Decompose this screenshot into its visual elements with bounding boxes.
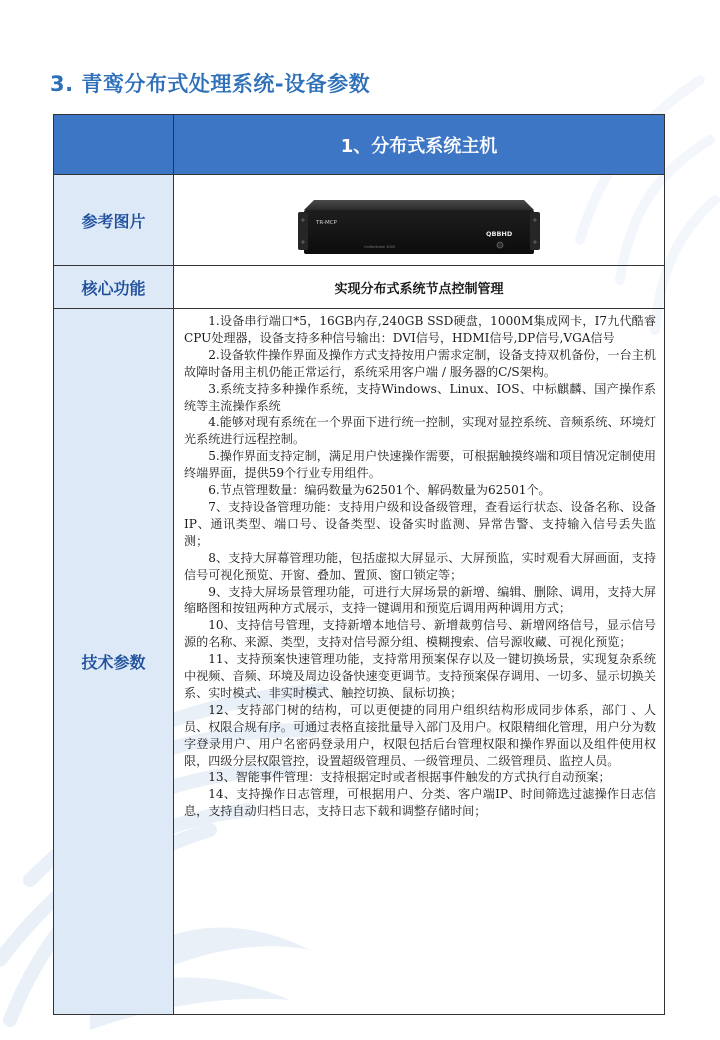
tech-param-item: 8、支持大屏幕管理功能，包括虚拟大屏显示、大屏预监，实时观看大屏画面，支持信号可视化预览、开窗、叠加、置顶、窗口锁定等； [184,550,656,582]
tech-param-item: 9、支持大屏场景管理功能，可进行大屏场景的新增、编辑、删除、调用，支持大屏缩略图和按钮两种方式展示，支持一键调用和预览后调用两种调用方式； [184,584,656,616]
header-empty-cell [54,115,174,175]
function-text: 实现分布式系统节点控制管理 [174,266,665,309]
rack-server-image [294,180,544,260]
image-row-label: 参考图片 [54,175,174,266]
tech-params-row [54,309,665,1015]
tech-row-label: 技术参数 [54,309,174,1015]
tech-param-item: 5.操作界面支持定制，满足用户快速操作需要，可根据触摸终端和项目情况定制使用终端界面，提供59个行业专用组件。 [184,449,656,481]
tech-param-item: 3.系统支持多种操作系统，支持Windows、Linux、IOS、中标麒麟、国产操作系统等主流操作系统 [184,381,656,413]
tech-params-cell [174,309,665,1015]
tech-param-item: 1.设备串行端口*5，16GB内存,240GB SSD硬盘，1000M集成网卡，I7九代酷睿CPU处理器，设备支持多种信号输出：DVI信号，HDMI信号,DP信号,VGA信号 [184,314,656,345]
tech-param-item: 13、智能事件管理：支持根据定时或者根据事件触发的方式执行自动预案； [208,770,611,785]
section-title: 3. 青鸾分布式处理系统-设备参数 [50,72,371,96]
function-row [54,266,665,309]
table-header-row [54,115,665,175]
tech-param-item: 4.能够对现有系统在一个界面下进行统一控制，实现对显控系统、音频系统、环境灯光系统进行远程控制。 [184,415,656,447]
tech-param-item: 2.设备软件操作界面及操作方式支持按用户需求定制，设备支持双机备份，一台主机故障时备用主机仍能正常运行，系统采用客户端 / 服务器的C/S架构。 [184,347,656,379]
table-header-title: 1、分布式系统主机 [174,115,665,175]
function-row-label: 核心功能 [54,266,174,309]
panel-bottom-text: Unifiedview 3000 [364,245,396,249]
panel-brand-text: QBBHD [486,230,513,238]
tech-param-item: 11、支持预案快速管理功能，支持常用预案保存以及一键切换场景，实现复杂系统中视频、音频、环境及周边设备快速变更调节。支持预案保存调用、一切多、显示切换关系、实时模式、非实时模式、触控切换、鼠标切换； [184,652,656,700]
tech-param-item: 12、支持部门树的结构，可以更便捷的同用户组织结构形成同步体系，部门 、人员、权限合规有序。可通过表格直接批量导入部门及用户。权限精细化管理，用户分为数字登录用户、用户名密码登录用户，权限包括后台管理权限和操作界面以及组件使用权限，四级分层权限管控，设置超级管理员、一级管理员、二级管理员、监控人员。 [184,702,656,768]
panel-model-text: TR-MCP [316,220,337,226]
tech-param-item: 10、支持信号管理，支持新增本地信号、新增裁剪信号、新增网络信号，显示信号源的名称、来源、类型，支持对信号源分组、模糊搜索、信号源收藏、可视化预览； [184,618,656,650]
spec-table [53,114,665,1015]
tech-param-item: 7、支持设备管理功能：支持用户级和设备级管理，查看运行状态、设备名称、设备IP、通讯类型、端口号、设备类型、设备实时监测、异常告警、支持输入信号丢失监测； [184,499,656,548]
tech-param-item: 6.节点管理数量：编码数量为62501个、解码数量为62501个。 [208,483,551,498]
device-image-cell [174,175,665,266]
image-row [54,175,665,266]
tech-param-item: 14、支持操作日志管理，可根据用户、分类、客户端IP、时间筛选过滤操作日志信息，支持自动归档日志，支持日志下载和调整存储时间； [184,787,656,819]
